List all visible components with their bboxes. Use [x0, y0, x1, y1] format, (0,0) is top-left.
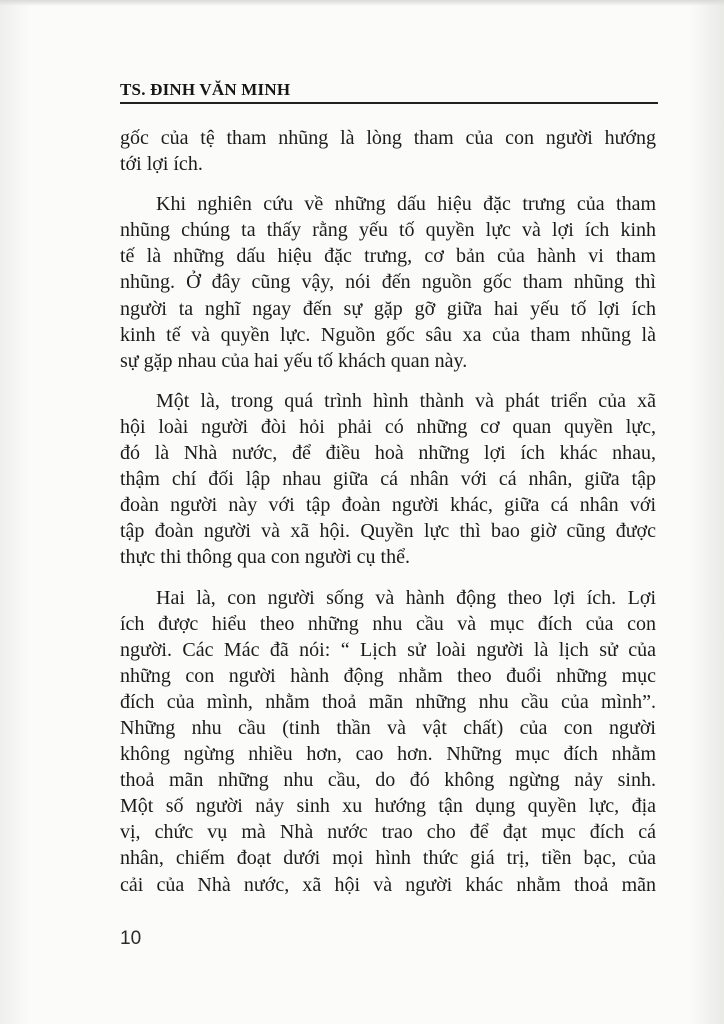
text-line: nhũng chúng ta thấy rằng yếu tố quyền lực và lợi ích kinh: [120, 219, 656, 242]
running-title: TS. ĐINH VĂN MINH: [120, 80, 291, 99]
text-line: những con người hành động nhằm theo đuổi những mục: [120, 664, 656, 687]
page-top-edge: [0, 0, 724, 6]
page-header: [120, 80, 658, 104]
text-line: Hai là, con người sống và hành động theo lợi ích. Lợi: [156, 586, 656, 609]
paragraph: [120, 388, 656, 571]
text-line: ích được hiểu theo những nhu cầu và mục đích của con: [120, 612, 656, 635]
text-line: Khi nghiên cứu về những dấu hiệu đặc trưng của tham: [156, 193, 656, 216]
paragraph: [120, 585, 656, 898]
text-line: sự gặp nhau của hai yếu tố khách quan này.: [120, 349, 468, 372]
text-line: tới lợi ích.: [120, 153, 203, 176]
text-line: không ngừng nhiều hơn, cao hơn. Những mục đích nhằm: [120, 743, 656, 766]
text-line: đoàn người này với tập đoàn người khác, giữa cá nhân với: [120, 494, 656, 517]
text-line: thoả mãn những nhu cầu, do đó không ngừng nảy sinh.: [120, 769, 656, 792]
header-rule: [120, 102, 658, 104]
text-line: tập đoàn người và xã hội. Quyền lực thì bao giờ cũng được: [120, 520, 656, 543]
paragraph: [120, 191, 656, 374]
text-line: Một là, trong quá trình hình thành và phát triển của xã: [156, 389, 656, 412]
text-line: người. Các Mác đã nói: “ Lịch sử loài người là lịch sử của: [120, 638, 656, 661]
text-line: đích của mình, nhằm thoả mãn những nhu cầu của mình”.: [120, 690, 656, 713]
text-line: Một số người nảy sinh xu hướng tận dụng quyền lực, địa: [120, 795, 656, 818]
text-line: tế là những dấu hiệu đặc trưng, cơ bản của hành vi tham: [120, 245, 656, 268]
text-line: hội loài người đòi hỏi phải có những cơ quan quyền lực,: [120, 415, 656, 438]
text-line: vị, chức vụ mà Nhà nước trao cho để đạt mục đích cá: [120, 821, 656, 844]
body-text: [120, 125, 656, 898]
text-line: thực thi thông qua con người cụ thể.: [120, 546, 410, 569]
text-line: kinh tế và quyền lực. Nguồn gốc sâu xa của tham nhũng là: [120, 323, 656, 346]
paragraph: [120, 125, 656, 177]
text-line: gốc của tệ tham nhũng là lòng tham của con người hướng: [120, 127, 656, 149]
text-line: nhũng. Ở đây cũng vậy, nói đến nguồn gốc tham nhũng thì: [120, 271, 656, 294]
text-line: Những nhu cầu (tinh thần và vật chất) của con người: [120, 716, 656, 739]
text-line: thậm chí đối lập nhau giữa cá nhân với cá nhân, giữa tập: [120, 468, 656, 491]
text-line: nhân, chiếm đoạt dưới mọi hình thức giá trị, tiền bạc, của: [120, 847, 656, 870]
text-line: người ta nghĩ ngay đến sự gặp gỡ giữa hai yếu tố lợi ích: [120, 297, 656, 320]
page-number: 10: [120, 928, 142, 949]
text-line: cải của Nhà nước, xã hội và người khác nhằm thoả mãn: [120, 873, 656, 896]
text-line: đó là Nhà nước, để điều hoà những lợi ích khác nhau,: [120, 442, 656, 465]
